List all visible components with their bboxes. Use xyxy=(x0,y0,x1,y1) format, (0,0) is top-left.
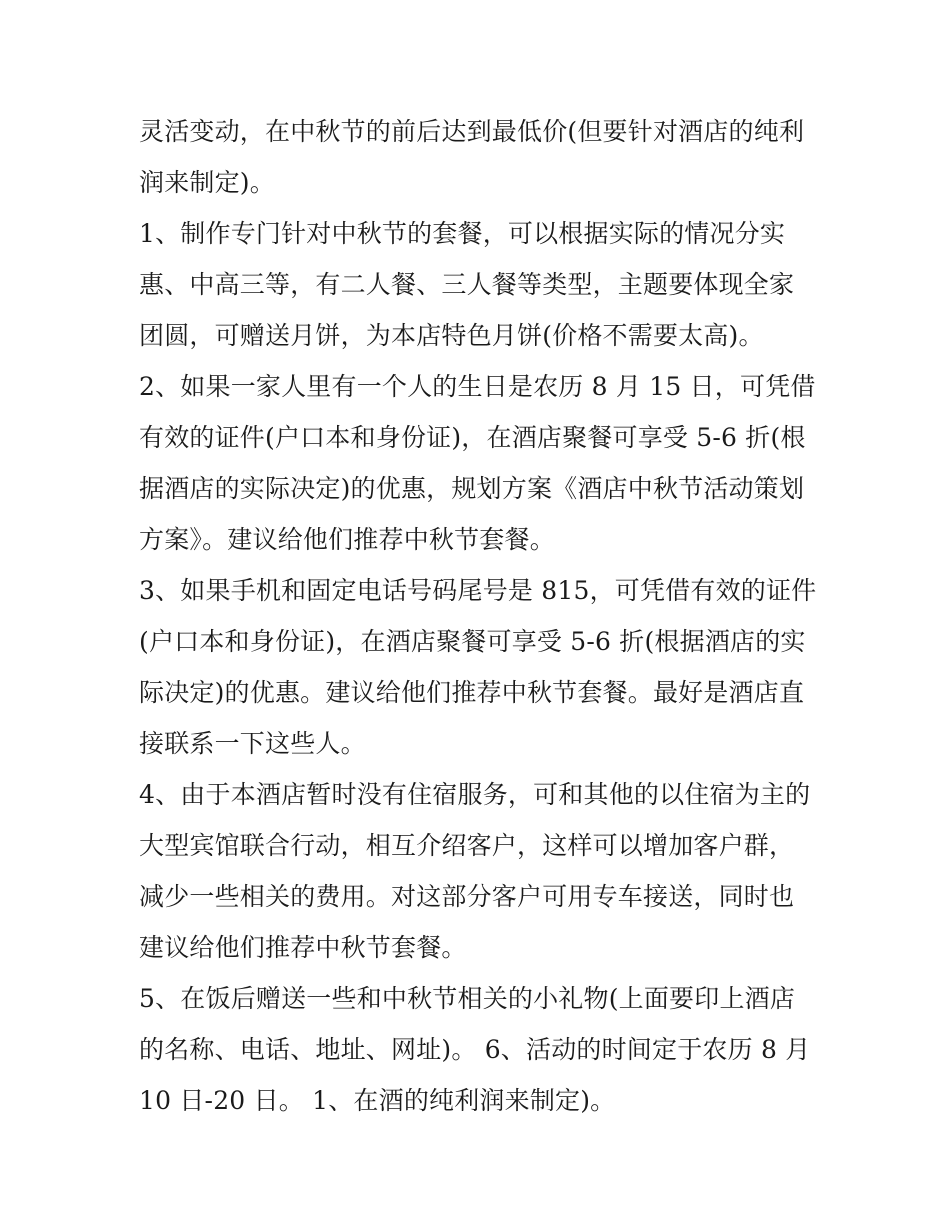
paragraph-item-1: 1、制作专门针对中秋节的套餐，可以根据实际的情况分实惠、中高三等，有二人餐、三人餐等类型，主题要体现全家团圆，可赠送月饼，为本店特色月饼(价格不需要太高)。 xyxy=(139,219,795,350)
document-body xyxy=(139,106,819,1126)
paragraph-item-2: 2、如果一家人里有一个人的生日是农历 8 月 15 日，可凭借有效的证件(户口本和身份证)，在酒店聚餐可享受 5-6 折(根据酒店的实际决定)的优惠，规划方案《酒店中秋节活动策划方案》。建议给他们推荐中秋节套餐。 xyxy=(139,372,816,554)
paragraph-item-5: 5、在饭后赠送一些和中秋节相关的小礼物(上面要印上酒店的名称、电话、地址、网址)。 6、活动的时间定于农历 8 月 10 日-20 日。 1、在酒的纯利润来制定)。 xyxy=(139,984,811,1115)
paragraph-item-3: 3、如果手机和固定电话号码尾号是 815，可凭借有效的证件(户口本和身份证)，在酒店聚餐可享受 5-6 折(根据酒店的实际决定)的优惠。建议给他们推荐中秋节套餐。最好是酒店直接联系一下这些人。 xyxy=(139,576,817,758)
paragraph-price-note: 灵活变动，在中秋节的前后达到最低价(但要针对酒店的纯利润来制定)。 xyxy=(139,117,805,197)
paragraph-item-4: 4、由于本酒店暂时没有住宿服务，可和其他的以住宿为主的大型宾馆联合行动，相互介绍客户，这样可以增加客户群，减少一些相关的费用。对这部分客户可用专车接送，同时也建议给他们推荐中秋节套餐。 xyxy=(139,780,811,962)
